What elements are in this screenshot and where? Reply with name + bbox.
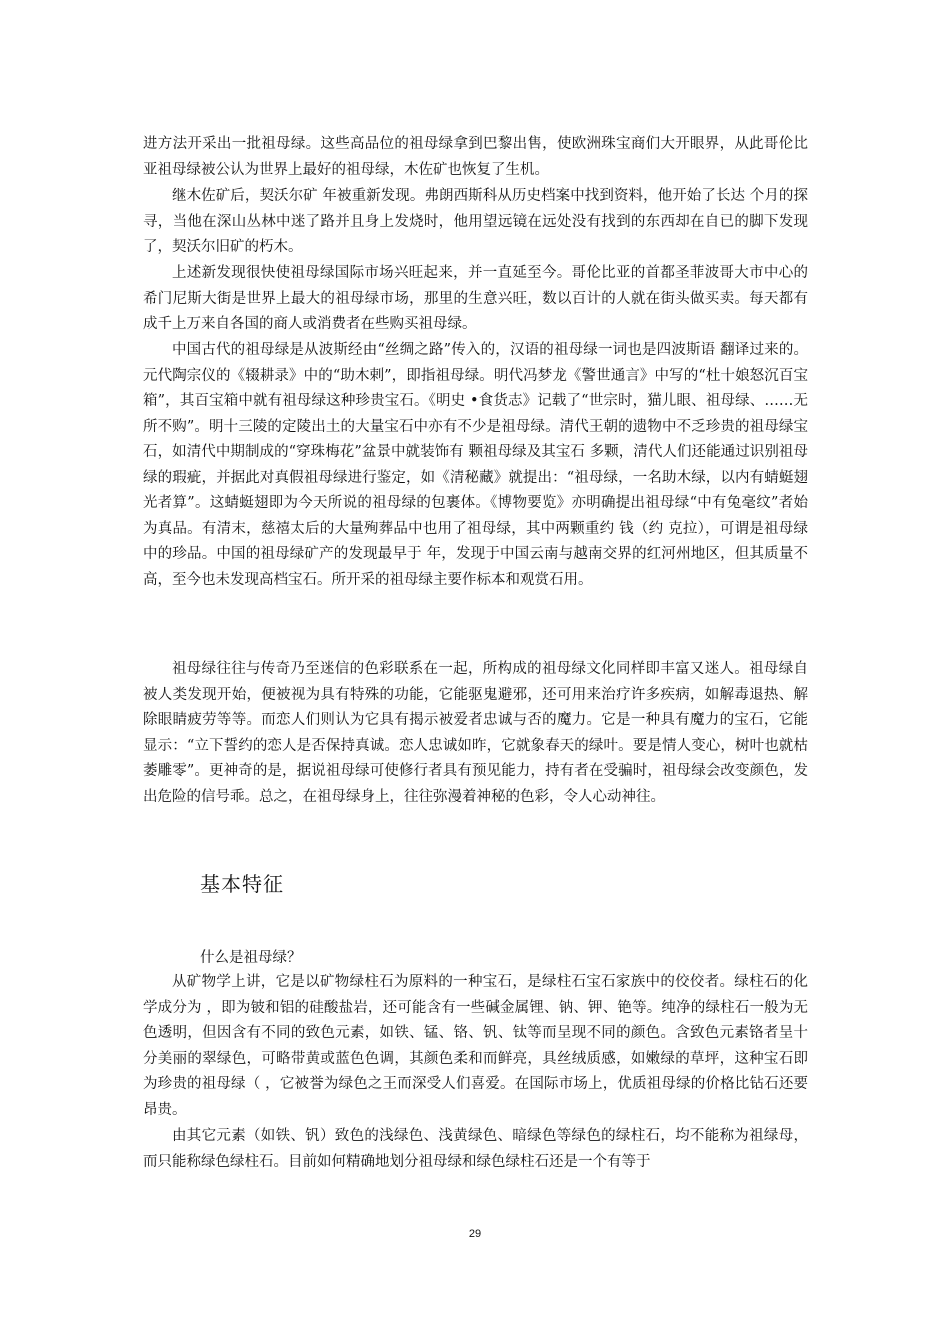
paragraph-market: 上述新发现很快使祖母绿国际市场兴旺起来，并一直延至今。哥伦比亚的首都圣菲波哥大市中心的希门尼斯大街是世界上最大的祖母绿市场，那里的生意兴旺，数以百计的人就在街头做买卖。每天都有成千上万来自各国的商人或消费者在些购买祖母绿。: [143, 265, 808, 332]
paragraph-mineralogy: 从矿物学上讲，它是以矿物绿柱石为原料的一种宝石，是绿柱石宝石家族中的佼佼者。绿柱石的化学成分为 ，即为铍和铝的硅酸盐岩，还可能含有一些碱金属锂、钠、钾、铯等。纯净的绿柱石一般为无色透明，但因含有不同的致色元素，如铁、锰、铬、钒、钛等而呈现不同的颜色。含致色元素铬者呈十分美丽的翠绿色，可略带黄或蓝色色调，其颜色柔和而鲜亮，具丝绒质感，如嫩绿的草坪，这种宝石即为珍贵的祖母绿（ ，它被誉为绿色之王而深受人们喜爱。在国际市场上，优质祖母绿的价格比钻石还要昂贵。: [143, 974, 808, 1118]
paragraph-chivor-mine: 继木佐矿后，契沃尔矿 年被重新发现。弗朗西斯科从历史档案中找到资料，他开始了长达 个月的探寻，当他在深山丛林中迷了路并且身上发烧时，他用望远镜在远处没有找到的东西却在自已的脚下发现了，契沃尔旧矿的朽木。: [143, 188, 808, 255]
page-number: 29: [468, 1228, 482, 1240]
paragraph-china-history: 中国古代的祖母绿是从波斯经由“丝绸之路”传入的，汉语的祖母绿一词也是四波斯语 翻译过来的。元代陶宗仪的《辍耕录》中的“助木剌”，即指祖母绿。明代冯梦龙《警世通言》中写的“杜十娘怒沉百宝箱”，其百宝箱中就有祖母绿这种珍贵宝石。《明史 •食货志》记载了“世宗时，猫儿眼、祖母绿、……无所不购”。明十三陵的定陵出土的大量宝石中亦有不少是祖母绿。清代王朝的遗物中不乏珍贵的祖母绿宝石，如清代中期制成的“穿珠梅花”盆景中就装饰有 颗祖母绿及其宝石 多颗，清代人们还能通过识别祖母绿的瑕疵，并据此对真假祖母绿进行鉴定，如《清秘藏》就提出：“祖母绿，一名助木绿，以内有蜻蜓翅光者算”。这蜻蜓翅即为今天所说的祖母绿的包裹体。《博物要览》亦明确提出祖母绿“中有兔毫纹”者始为真品。有清末，慈禧太后的大量殉葬品中也用了祖母绿，其中两颗重约 钱（约 克拉），可谓是祖母绿中的珍品。中国的祖母绿矿产的发现最早于 年，发现于中国云南与越南交界的红河州地区，但其质量不高，至今也未发现高档宝石。所开采的祖母绿主要作标本和观赏石用。: [143, 342, 808, 588]
section-heading: 基本特征: [200, 872, 284, 896]
subheading: 什么是祖母绿？: [200, 950, 302, 966]
paragraph-intro-continued: 进方法开采出一批祖母绿。这些高品位的祖母绿拿到巴黎出售，使欧洲珠宝商们大开眼界，从此哥伦比亚祖母绿被公认为世界上最好的祖母绿，木佐矿也恢复了生机。: [143, 136, 808, 178]
paragraph-legend: 祖母绿往往与传奇乃至迷信的色彩联系在一起，所构成的祖母绿文化同样即丰富又迷人。祖母绿自被人类发现开始，便被视为具有特殊的功能，它能驱鬼避邪，还可用来治疗许多疾病，如解毒退热、解除眼睛疲劳等等。而恋人们则认为它具有揭示被爱者忠诚与否的魔力。它是一种具有魔力的宝石，它能显示：“立下誓约的恋人是否保持真诚。恋人忠诚如昨，它就象春天的绿叶。要是情人变心，树叶也就枯萎雕零”。更神奇的是，据说祖母绿可使修行者具有预见能力，持有者在受骗时，祖母绿会改变颜色，发出危险的信号乖。总之，在祖母绿身上，往往弥漫着神秘的色彩，令人心动神往。: [143, 661, 808, 805]
paragraph-green-beryl: 由其它元素（如铁、钒）致色的浅绿色、浅黄绿色、暗绿色等绿色的绿柱石，均不能称为祖绿母，而只能称绿色绿柱石。目前如何精确地划分祖母绿和绿色绿柱石还是一个有等于: [143, 1128, 808, 1170]
